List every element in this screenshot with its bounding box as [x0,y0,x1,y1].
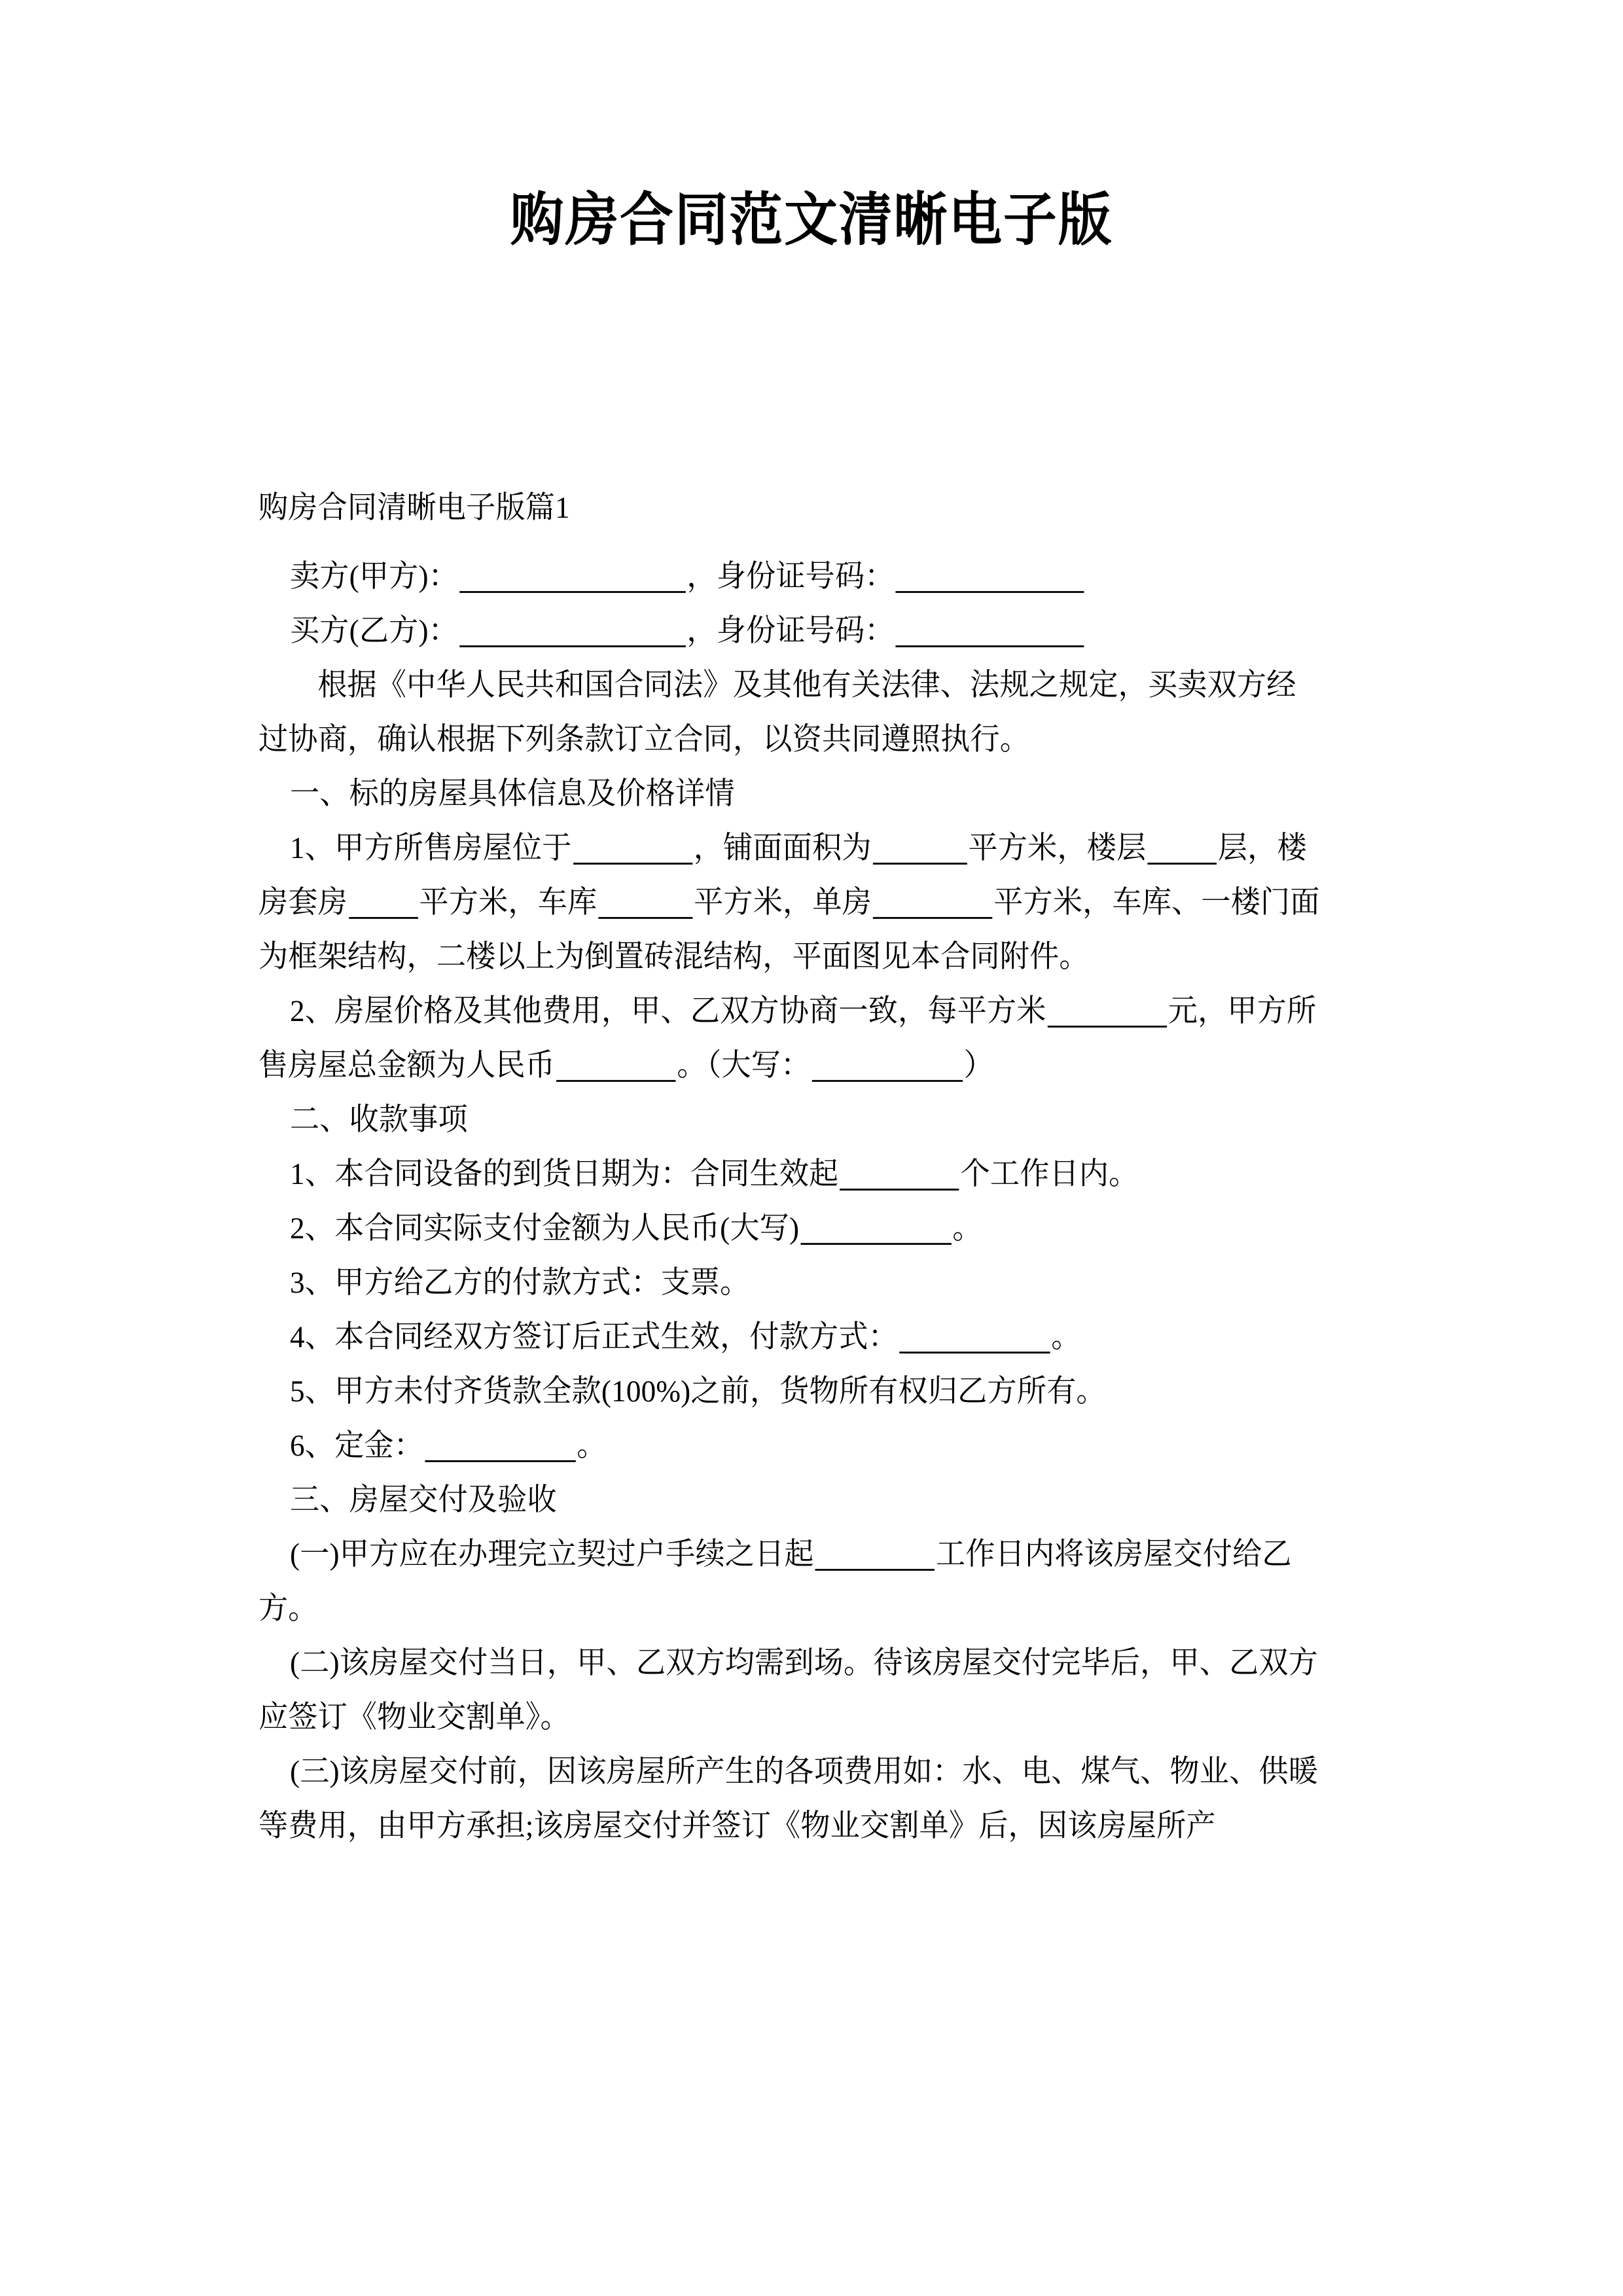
suite-area-blank[interactable] [349,886,418,919]
section-2-item-4 [259,1310,1320,1365]
total-amount-blank[interactable] [556,1049,675,1082]
clause-text: 个工作日内。 [960,1157,1139,1191]
clause-text: ，铺面面积为 [693,831,872,865]
clause-text: 层，楼房套房 [259,831,1307,920]
unit-price-blank[interactable] [1047,994,1166,1028]
buyer-id-blank[interactable] [896,614,1084,647]
clause-text: 。 [952,1211,982,1246]
clause-text: 工作日内将该房屋交付给乙方。 [259,1537,1292,1626]
clause-text: 平方米，楼层 [968,831,1147,865]
buyer-line [259,604,1320,658]
seller-id-label: ，身份证号码： [687,560,895,594]
clause-text: 。（大写： [677,1049,811,1083]
section-2-item-2 [259,1202,1320,1256]
buyer-label: 买方(乙方)： [290,614,458,648]
clause-text: 。 [1051,1320,1081,1354]
seller-label: 卖方(甲方)： [290,560,458,594]
page-title: 购房合同范文清晰电子版 [510,189,1113,253]
section-3-item-3: (三)该房屋交付前，因该房屋所产生的各项费用如：水、电、煤气、物业、供暖等费用，由甲方承担;该房屋交付并签订《物业交割单》后，因该房屋所产 [259,1755,1319,1843]
clause-text: 平方米，车库、一楼门面为框架结构，二楼以上为倒置砖混结构，平面图见本合同附件。 [259,886,1320,974]
seller-line [259,550,1320,604]
clause-text: 6、定金： [290,1429,423,1463]
clause-text: 平方米，车库 [419,886,597,920]
section-3-item-2: (二)该房屋交付当日，甲、乙双方均需到场。待该房屋交付完毕后，甲、乙双方应签订《物业交割单》。 [259,1646,1319,1734]
section-1-heading: 一、标的房屋具体信息及价格详情 [290,777,735,811]
clause-text: 。 [577,1429,607,1463]
handover-days-blank[interactable] [815,1537,935,1571]
seller-name-blank[interactable] [459,560,686,593]
house-location-blank[interactable] [573,831,692,865]
clause-text: 4、本合同经双方签订后正式生效，付款方式： [290,1320,898,1354]
delivery-days-blank[interactable] [840,1157,959,1191]
clause-text: ） [963,1049,993,1083]
section-2-heading: 二、收款事项 [290,1103,468,1137]
section-2-item-3: 3、甲方给乙方的付款方式：支票。 [290,1266,750,1300]
clause-text: 1、甲方所售房屋位于 [290,831,572,865]
floor-blank[interactable] [1147,831,1217,865]
clause-text: (一)甲方应在办理完立契过户手续之日起 [290,1537,814,1571]
deposit-blank[interactable] [425,1429,575,1462]
section-2-item-6 [259,1419,1320,1473]
shop-area-blank[interactable] [873,831,967,865]
document-subtitle: 购房合同清晰电子版篇1 [259,491,570,525]
clause-text: 平方米，单房 [694,886,872,920]
clause-text: 2、本合同实际支付金额为人民币(大写) [290,1211,800,1246]
garage-area-blank[interactable] [598,886,692,919]
section-2-item-5: 5、甲方未付齐货款全款(100%)之前，货物所有权归乙方所有。 [290,1374,1106,1408]
payment-method-blank[interactable] [899,1320,1050,1354]
section-3-heading: 三、房屋交付及验收 [290,1483,557,1517]
buyer-name-blank[interactable] [459,614,686,647]
seller-id-blank[interactable] [896,560,1084,593]
section-1-item-1 [259,821,1320,984]
single-room-area-blank[interactable] [873,886,992,919]
clause-text: 2、房屋价格及其他费用，甲、乙双方协商一致，每平方米 [290,994,1046,1028]
total-amount-words-blank[interactable] [812,1049,962,1082]
clause-text: 元，甲方所售房屋总金额为人民币 [259,994,1317,1083]
document-body [259,481,1364,1854]
preamble-paragraph: 根据《中华人民共和国合同法》及其他有关法律、法规之规定，买卖双方经过协商，确认根据下列条款订立合同，以资共同遵照执行。 [259,668,1296,757]
buyer-id-label: ，身份证号码： [687,614,895,648]
paid-amount-words-blank[interactable] [800,1211,951,1245]
section-3-item-1 [259,1528,1320,1636]
section-1-item-2 [259,984,1320,1093]
clause-text: 1、本合同设备的到货日期为：合同生效起 [290,1157,839,1191]
section-2-item-1 [259,1147,1320,1202]
